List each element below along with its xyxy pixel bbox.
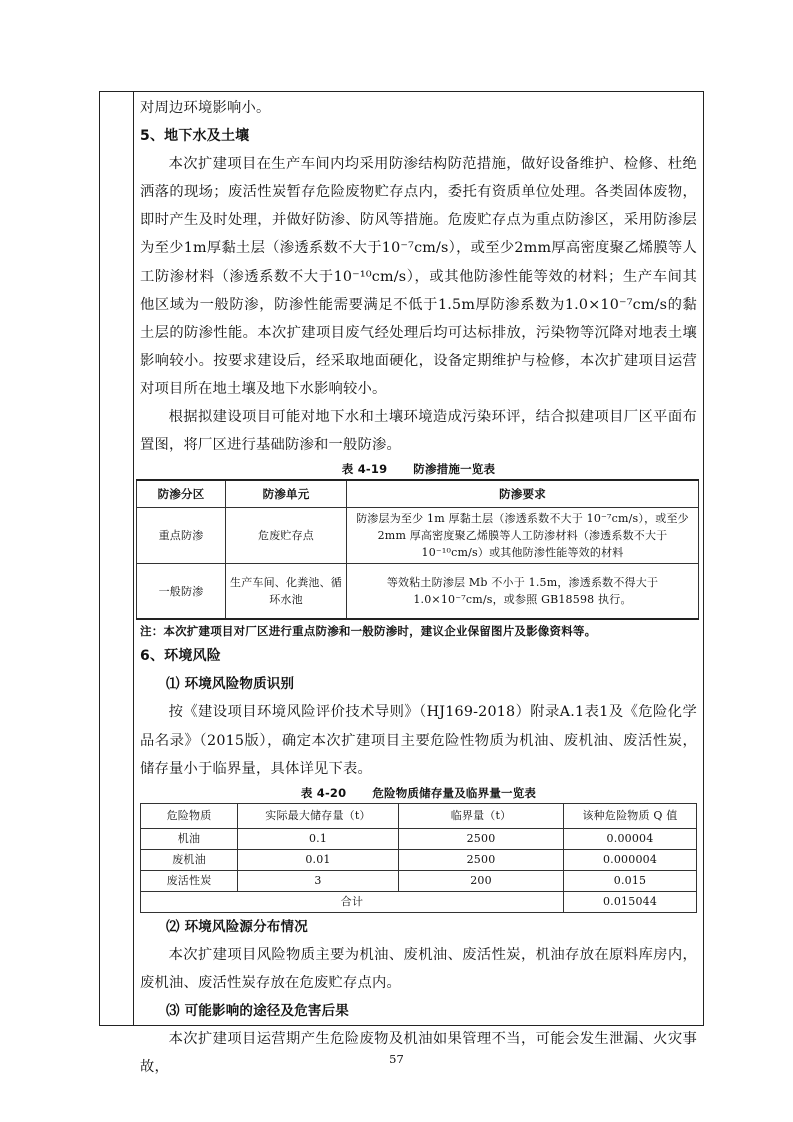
seepage-measures-table xyxy=(136,479,699,620)
page-number: 57 xyxy=(389,1052,404,1066)
table-row xyxy=(137,508,699,564)
section5-heading: 5、地下水及土壤 xyxy=(140,128,250,145)
table-header-cell: 防渗分区 xyxy=(137,480,226,508)
section5-para2: 根据拟建设项目可能对地下水和土壤环境造成污染环评，结合拟建项目厂区平面布置图，将厂区进行基础防渗和一般防渗。 xyxy=(140,409,697,454)
table-cell: 机油 xyxy=(141,828,238,849)
table-cell: 危废贮存点 xyxy=(226,508,347,564)
table-cell: 0.000004 xyxy=(564,849,697,870)
table-cell: 废活性炭 xyxy=(141,870,238,891)
table-cell: 0.015 xyxy=(564,870,697,891)
table20-caption xyxy=(140,783,697,803)
table-header-cell: 危险物质 xyxy=(141,803,238,828)
table-header-row xyxy=(141,803,697,828)
table-total-row xyxy=(141,891,697,912)
table19-number: 表 4-19 xyxy=(341,462,388,477)
total-label-cell: 合计 xyxy=(141,891,564,912)
section6-sub1: ⑴ 环境风险物质识别 xyxy=(166,676,295,693)
table-header-cell: 防渗单元 xyxy=(226,480,347,508)
total-value-cell: 0.015044 xyxy=(564,891,697,912)
table-cell: 生产车间、化粪池、循环水池 xyxy=(226,564,347,620)
table20-title: 危险物质储存量及临界量一览表 xyxy=(372,785,537,800)
table-header-cell: 实际最大储存量（t） xyxy=(238,803,399,828)
hazard-quantity-table xyxy=(140,803,697,913)
table-cell: 防渗层为至少 1m 厚黏土层（渗透系数不大于 10⁻⁷cm/s），或至少 2mm 厚高密度聚乙烯膜等人工防渗材料（渗透系数不大于 10⁻¹⁰cm/s）或其他防渗性能等效的材料 xyxy=(347,508,699,564)
table-row xyxy=(137,564,699,620)
table-cell: 废机油 xyxy=(141,849,238,870)
table19-title: 防渗措施一览表 xyxy=(413,462,496,477)
table-header-row xyxy=(137,480,699,508)
table-cell: 2500 xyxy=(399,828,564,849)
section6-sub3: ⑶ 可能影响的途径及危害后果 xyxy=(166,1002,349,1019)
table-row xyxy=(141,849,697,870)
left-column-divider xyxy=(133,92,134,1025)
table-header-cell: 防渗要求 xyxy=(347,480,699,508)
section6-para3: 本次扩建项目运营期产生危险废物及机油如果管理不当，可能会发生泄漏、火灾事故， xyxy=(140,1031,697,1076)
section6-heading: 6、环境风险 xyxy=(140,648,221,665)
table-row xyxy=(141,828,697,849)
table-cell: 200 xyxy=(399,870,564,891)
table-cell: 0.1 xyxy=(238,828,399,849)
main-content xyxy=(140,94,697,1081)
table19-caption xyxy=(140,459,697,479)
section6-para2: 本次扩建项目风险物质主要为机油、废机油、废活性炭，机油存放在原料库房内，废机油、废活性炭存放在危废贮存点内。 xyxy=(140,946,697,991)
table-header-cell: 该种危险物质 Q 值 xyxy=(564,803,697,828)
table19-note: 注：本次扩建项目对厂区进行重点防渗和一般防渗时，建议企业保留图片及影像资料等。 xyxy=(140,624,597,639)
table-cell: 3 xyxy=(238,870,399,891)
table20-number: 表 4-20 xyxy=(300,785,347,800)
table-row xyxy=(141,870,697,891)
table-cell: 2500 xyxy=(399,849,564,870)
table-cell: 等效粘土防渗层 Mb 不小于 1.5m，渗透系数不得大于 1.0×10⁻⁷cm/s，或参照 GB18598 执行。 xyxy=(347,564,699,620)
table-cell: 重点防渗 xyxy=(137,508,226,564)
intro-line: 对周边环境影响小。 xyxy=(140,100,271,116)
section6-sub2: ⑵ 环境风险源分布情况 xyxy=(166,918,308,935)
section6-para1: 按《建设项目环境风险评价技术导则》（HJ169-2018）附录A.1表1及《危险化学品名录》（2015版），确定本次扩建项目主要危险性物质为机油、废机油、废活性炭，储存量小于临界量，具体详见下表。 xyxy=(140,704,697,777)
section5-para1: 本次扩建项目在生产车间内均采用防渗结构防范措施，做好设备维护、检修、杜绝洒落的现场；废活性炭暂存危险废物贮存点内，委托有资质单位处理。各类固体废物，即时产生及时处理，并做好防渗、防风等措施。危废贮存点为重点防渗区，采用防渗层为至少1m厚黏土层（渗透系数不大于10⁻⁷cm/s），或至少2mm厚高密度聚乙烯膜等人工防渗材料（渗透系数不大于10⁻¹⁰cm/s），或其他防渗性能等效的材料；生产车间其他区域为一般防渗，防渗性能需要满足不低于1.5m厚防渗系数为1.0×10⁻⁷cm/s的黏土层的防渗性能。本次扩建项目废气经处理后均可达标排放，污染物等沉降对地表土壤影响较小。按要求建设后，经采取地面硬化，设备定期维护与检修，本次扩建项目运营对项目所在地土壤及地下水影响较小。 xyxy=(140,156,697,397)
table-header-cell: 临界量（t） xyxy=(399,803,564,828)
table-cell: 0.01 xyxy=(238,849,399,870)
table-cell: 一般防渗 xyxy=(137,564,226,620)
table-cell: 0.00004 xyxy=(564,828,697,849)
